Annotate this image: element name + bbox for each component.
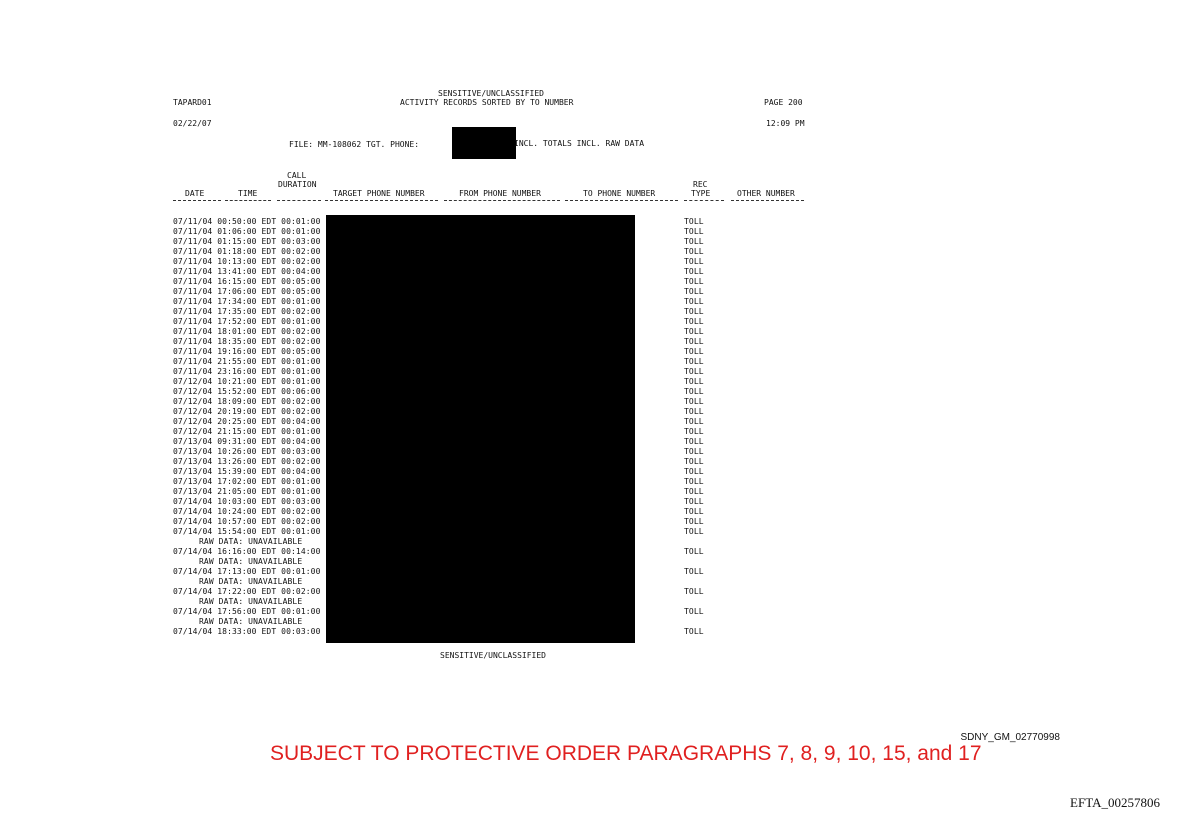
record-row: 07/13/04 09:31:00 EDT 00:04:00 — [173, 437, 321, 446]
record-row: 07/11/04 13:41:00 EDT 00:04:00 — [173, 267, 321, 276]
record-row: 07/11/04 19:16:00 EDT 00:05:00 — [173, 347, 321, 356]
record-row: 07/11/04 21:55:00 EDT 00:01:00 — [173, 357, 321, 366]
rec-type-cell: TOLL — [684, 367, 704, 376]
col-call: CALL — [287, 171, 307, 180]
rec-type-cell: TOLL — [684, 257, 704, 266]
record-row: 07/12/04 10:21:00 EDT 00:01:00 — [173, 377, 321, 386]
rec-type-cell — [684, 597, 724, 607]
rec-type-cell: TOLL — [684, 417, 704, 426]
col-time: TIME — [238, 189, 258, 198]
rec-type-cell: TOLL — [684, 387, 704, 396]
col-rec: REC — [693, 180, 708, 189]
rec-type-cell: TOLL — [684, 357, 704, 366]
record-row: 07/13/04 10:26:00 EDT 00:03:00 — [173, 447, 321, 456]
record-row: 07/12/04 15:52:00 EDT 00:06:00 — [173, 387, 321, 396]
col-duration: DURATION — [278, 180, 317, 189]
record-row: 07/14/04 17:56:00 EDT 00:01:00 — [173, 607, 321, 616]
rec-type-cell: TOLL — [684, 607, 704, 616]
col-other-number: OTHER NUMBER — [737, 189, 795, 198]
raw-data-note: RAW DATA: UNAVAILABLE — [199, 597, 303, 606]
col-from-phone: FROM PHONE NUMBER — [459, 189, 541, 198]
col-date: DATE — [185, 189, 205, 198]
record-row: 07/11/04 01:06:00 EDT 00:01:00 — [173, 227, 321, 236]
col-target-phone: TARGET PHONE NUMBER — [333, 189, 425, 198]
records-list — [173, 217, 333, 637]
file-info: FILE: MM-108062 TGT. PHONE: — [289, 140, 420, 149]
rec-type-cell: TOLL — [684, 627, 704, 636]
rec-type-cell: TOLL — [684, 217, 704, 226]
efta-number: EFTA_00257806 — [1070, 795, 1160, 810]
rec-type-cell — [684, 617, 724, 627]
rec-type-cell: TOLL — [684, 247, 704, 256]
separator — [277, 200, 321, 201]
redaction-phone-numbers — [326, 215, 635, 643]
record-row: 07/11/04 23:16:00 EDT 00:01:00 — [173, 367, 321, 376]
record-row: 07/11/04 17:35:00 EDT 00:02:00 — [173, 307, 321, 316]
record-row: 07/13/04 13:26:00 EDT 00:02:00 — [173, 457, 321, 466]
rec-type-cell: TOLL — [684, 267, 704, 276]
rec-type-cell: TOLL — [684, 527, 704, 536]
record-row: 07/14/04 10:24:00 EDT 00:02:00 — [173, 507, 321, 516]
rec-type-cell: TOLL — [684, 397, 704, 406]
raw-data-note: RAW DATA: UNAVAILABLE — [199, 537, 303, 546]
separator — [173, 200, 221, 201]
rec-type-cell: TOLL — [684, 547, 704, 556]
separator — [325, 200, 438, 201]
rec-type-cell: TOLL — [684, 277, 704, 286]
rec-type-cell: TOLL — [684, 567, 704, 576]
rec-type-cell: TOLL — [684, 497, 704, 506]
rec-type-cell: TOLL — [684, 437, 704, 446]
record-row: 07/11/04 00:50:00 EDT 00:01:00 — [173, 217, 321, 226]
separator — [684, 200, 724, 201]
rec-type-cell: TOLL — [684, 447, 704, 456]
record-row: 07/11/04 17:34:00 EDT 00:01:00 — [173, 297, 321, 306]
record-row: 07/13/04 17:02:00 EDT 00:01:00 — [173, 477, 321, 486]
rec-type-cell: TOLL — [684, 467, 704, 476]
rec-type-cell: TOLL — [684, 237, 704, 246]
report-date: 02/22/07 — [173, 119, 212, 128]
record-row: 07/11/04 16:15:00 EDT 00:05:00 — [173, 277, 321, 286]
rec-type-cell: TOLL — [684, 297, 704, 306]
page-number: PAGE 200 — [764, 98, 803, 107]
record-row: 07/12/04 21:15:00 EDT 00:01:00 — [173, 427, 321, 436]
rec-type-cell: TOLL — [684, 427, 704, 436]
rec-type-cell: TOLL — [684, 317, 704, 326]
redaction-target-phone — [452, 127, 516, 159]
rec-type-cell: TOLL — [684, 507, 704, 516]
rec-type-cell: TOLL — [684, 227, 704, 236]
record-row: 07/14/04 10:03:00 EDT 00:03:00 — [173, 497, 321, 506]
rec-type-cell: TOLL — [684, 337, 704, 346]
record-row: 07/12/04 20:25:00 EDT 00:04:00 — [173, 417, 321, 426]
raw-data-note: RAW DATA: UNAVAILABLE — [199, 557, 303, 566]
separator — [444, 200, 560, 201]
record-row: 07/12/04 20:19:00 EDT 00:02:00 — [173, 407, 321, 416]
file-options: INCL. TOTALS INCL. RAW DATA — [514, 139, 645, 148]
record-row: 07/14/04 17:22:00 EDT 00:02:00 — [173, 587, 321, 596]
report-time: 12:09 PM — [766, 119, 805, 128]
record-row: 07/14/04 17:13:00 EDT 00:01:00 — [173, 567, 321, 576]
separator — [225, 200, 271, 201]
record-row: 07/11/04 17:52:00 EDT 00:01:00 — [173, 317, 321, 326]
rec-type-cell — [684, 557, 724, 567]
record-row: 07/11/04 18:35:00 EDT 00:02:00 — [173, 337, 321, 346]
rec-type-cell: TOLL — [684, 457, 704, 466]
classification-header: SENSITIVE/UNCLASSIFIED — [438, 89, 544, 98]
rec-type-cell: TOLL — [684, 517, 704, 526]
record-row: 07/11/04 17:06:00 EDT 00:05:00 — [173, 287, 321, 296]
raw-data-note: RAW DATA: UNAVAILABLE — [199, 617, 303, 626]
record-row: 07/13/04 15:39:00 EDT 00:04:00 — [173, 467, 321, 476]
record-row: 07/11/04 01:18:00 EDT 00:02:00 — [173, 247, 321, 256]
classification-footer: SENSITIVE/UNCLASSIFIED — [440, 651, 546, 660]
col-to-phone: TO PHONE NUMBER — [583, 189, 656, 198]
rec-type-cell: TOLL — [684, 287, 704, 296]
report-id: TAPARD01 — [173, 98, 212, 107]
record-row: 07/11/04 18:01:00 EDT 00:02:00 — [173, 327, 321, 336]
rec-type-cell: TOLL — [684, 307, 704, 316]
record-row: 07/11/04 01:15:00 EDT 00:03:00 — [173, 237, 321, 246]
rec-type-cell: TOLL — [684, 587, 704, 596]
report-title: ACTIVITY RECORDS SORTED BY TO NUMBER — [400, 98, 574, 107]
rec-type-cell: TOLL — [684, 407, 704, 416]
record-row: 07/13/04 21:05:00 EDT 00:01:00 — [173, 487, 321, 496]
rec-type-cell — [684, 577, 724, 587]
rec-type-cell: TOLL — [684, 347, 704, 356]
record-row: 07/14/04 15:54:00 EDT 00:01:00 — [173, 527, 321, 536]
rec-type-cell — [684, 537, 724, 547]
record-row: 07/14/04 16:16:00 EDT 00:14:00 — [173, 547, 321, 556]
record-row: 07/11/04 10:13:00 EDT 00:02:00 — [173, 257, 321, 266]
rec-type-list — [684, 217, 724, 637]
rec-type-cell: TOLL — [684, 327, 704, 336]
separator — [565, 200, 678, 201]
col-type: TYPE — [691, 189, 711, 198]
record-row: 07/12/04 18:09:00 EDT 00:02:00 — [173, 397, 321, 406]
rec-type-cell: TOLL — [684, 377, 704, 386]
record-row: 07/14/04 18:33:00 EDT 00:03:00 — [173, 627, 321, 636]
record-row: 07/14/04 10:57:00 EDT 00:02:00 — [173, 517, 321, 526]
protective-order-notice: SUBJECT TO PROTECTIVE ORDER PARAGRAPHS 7, 8, 9, 10, 15, and 17 — [270, 742, 982, 765]
separator — [731, 200, 804, 201]
raw-data-note: RAW DATA: UNAVAILABLE — [199, 577, 303, 586]
rec-type-cell: TOLL — [684, 477, 704, 486]
rec-type-cell: TOLL — [684, 487, 704, 496]
bates-number: SDNY_GM_02770998 — [960, 732, 1060, 743]
